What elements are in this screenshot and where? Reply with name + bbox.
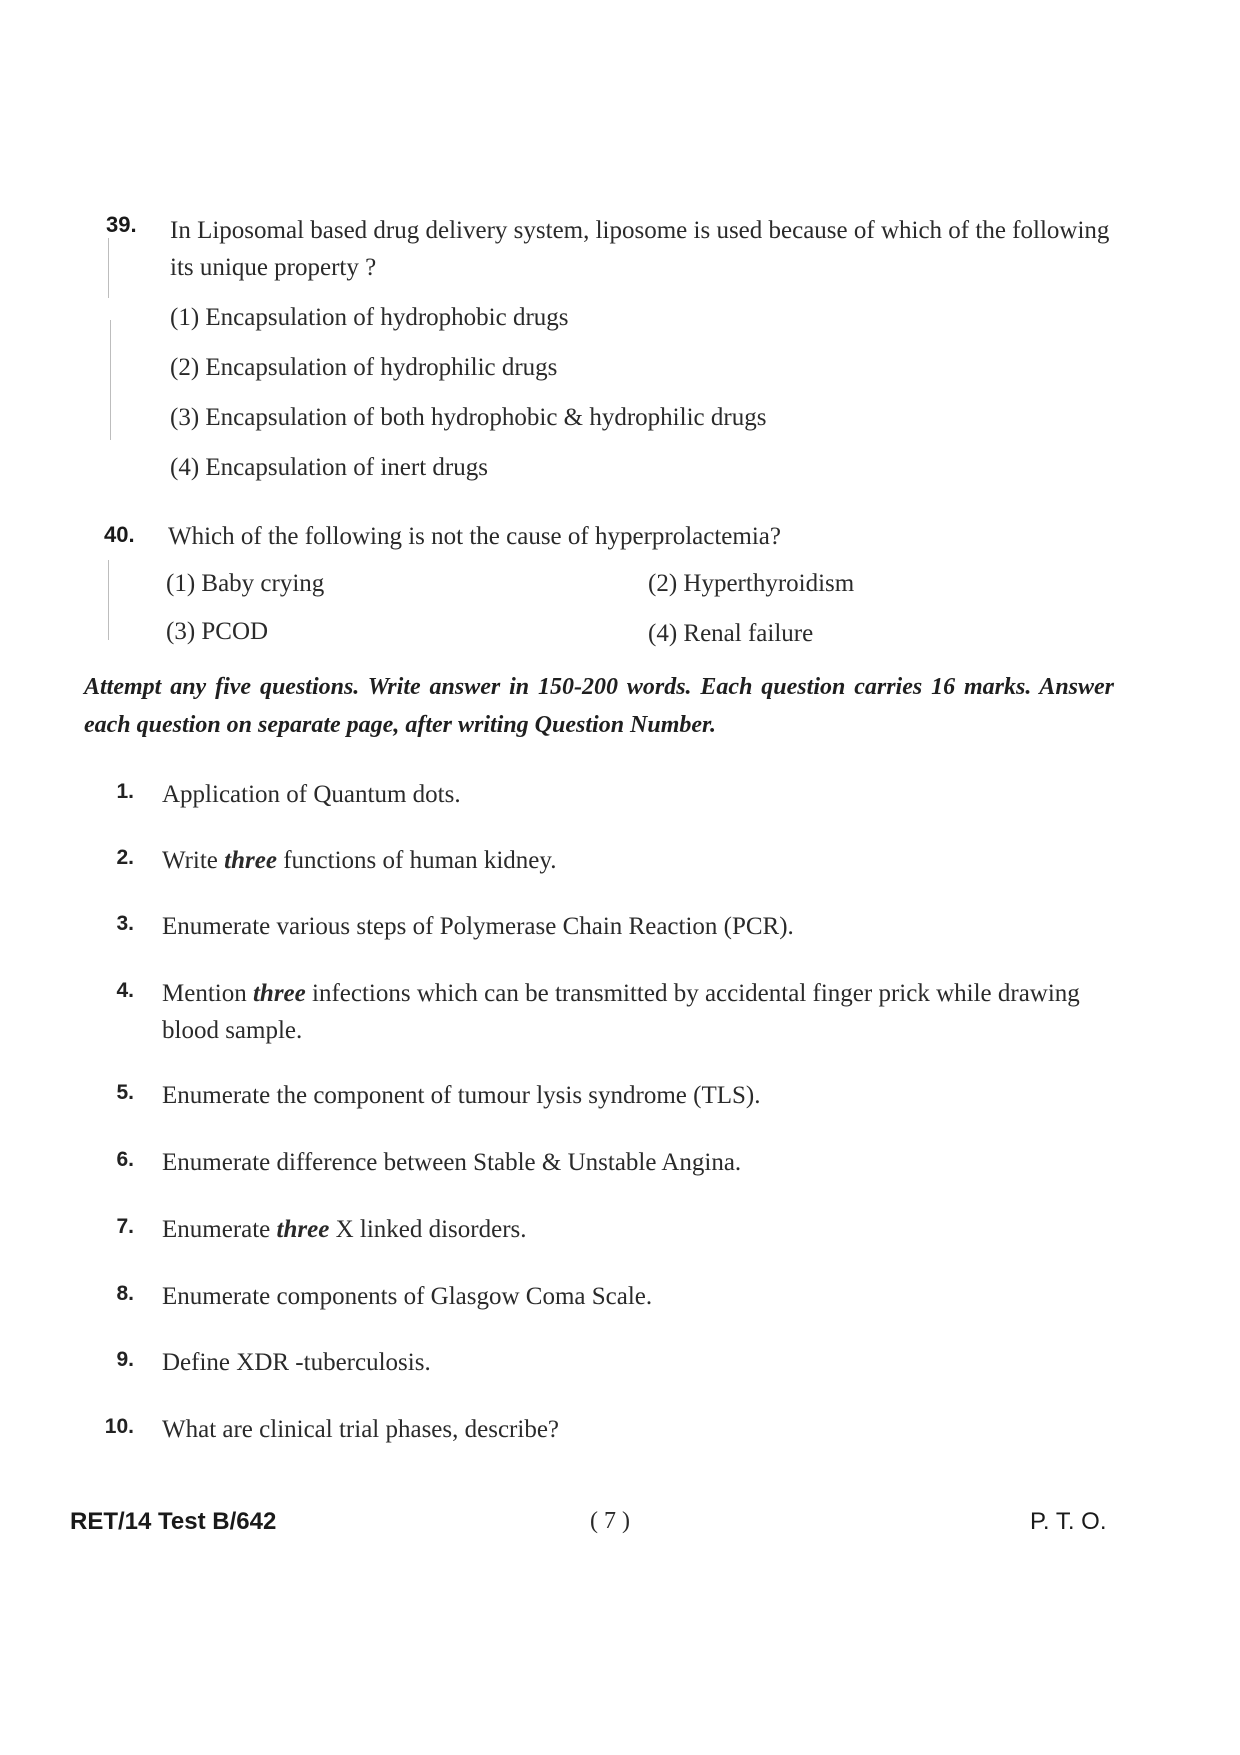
short-question-text [162, 1211, 1102, 1248]
short-question-text [162, 842, 1102, 879]
question-number-40: 40. [104, 522, 135, 547]
short-question-number: 6. [116, 1148, 134, 1171]
short-question-number: 3. [116, 912, 134, 935]
option-39-3: (3) Encapsulation of both hydrophobic & hydrophilic drugs [170, 404, 767, 431]
question-text-39: In Liposomal based drug delivery system, liposome is used because of which of the following its unique property ? [170, 217, 1110, 281]
footer-page-number: ( 7 ) [590, 1508, 630, 1534]
short-question-number: 1. [116, 780, 134, 803]
question-text-part: Mention [162, 980, 253, 1007]
question-text-part: Application of Quantum dots. [162, 781, 461, 808]
short-question-text [162, 1077, 1102, 1114]
option-40-2: (2) Hyperthyroidism [648, 570, 855, 597]
short-question-text [162, 776, 1102, 813]
question-text-part: What are clinical trial phases, describe? [162, 1416, 560, 1443]
question-text-40: Which of the following is not the cause of hyperprolactemia? [168, 523, 781, 550]
question-text-part: Enumerate [162, 1216, 277, 1243]
short-question-number: 9. [116, 1348, 134, 1371]
short-question-number: 10. [104, 1415, 134, 1438]
short-question-text [162, 1344, 1102, 1381]
option-40-1: (1) Baby crying [166, 570, 325, 597]
option-39-2: (2) Encapsulation of hydrophilic drugs [170, 354, 558, 381]
section-instructions: Attempt any five questions. Write answer in 150-200 words. Each question carries 16 marks. Answer each question on separate page, after writing Question Number. [84, 674, 1114, 738]
short-question-text [162, 975, 1102, 1049]
question-text-part: Enumerate various steps of Polymerase Chain Reaction (PCR). [162, 913, 794, 940]
short-question-number: 2. [116, 846, 134, 869]
footer-pto: P. T. O. [1030, 1508, 1107, 1535]
short-question-number: 4. [116, 979, 134, 1002]
question-text-part: X linked disorders. [329, 1216, 527, 1243]
emphasis-text: three [276, 1216, 330, 1243]
question-text-part: Enumerate the component of tumour lysis syndrome (TLS). [162, 1082, 761, 1109]
question-text-part: Enumerate difference between Stable & Unstable Angina. [162, 1149, 742, 1176]
question-text-part: Define XDR -tuberculosis. [162, 1349, 431, 1376]
short-question-text [162, 1144, 1102, 1181]
short-question-number: 8. [116, 1282, 134, 1305]
short-question-number: 7. [116, 1215, 134, 1238]
scan-artifact [110, 320, 111, 440]
option-39-4: (4) Encapsulation of inert drugs [170, 454, 488, 481]
option-40-4: (4) Renal failure [648, 620, 814, 647]
short-question-text [162, 908, 1102, 945]
footer-paper-code: RET/14 Test B/642 [70, 1508, 277, 1535]
question-text-part: Write [162, 847, 225, 874]
scan-artifact [108, 560, 109, 640]
short-question-text [162, 1411, 1102, 1448]
question-text-part: functions of human kidney. [276, 847, 557, 874]
emphasis-text: three [224, 847, 277, 874]
short-question-text [162, 1278, 1102, 1315]
scan-artifact [108, 238, 109, 298]
option-39-1: (1) Encapsulation of hydrophobic drugs [170, 304, 569, 331]
question-number-39: 39. [106, 212, 137, 237]
short-question-number: 5. [116, 1081, 134, 1104]
option-40-3: (3) PCOD [166, 618, 269, 645]
emphasis-text: three [252, 980, 306, 1007]
question-text-part: Enumerate components of Glasgow Coma Scale. [162, 1283, 653, 1310]
question-text-part: infections which can be transmitted by accidental finger prick while drawing blood sample. [162, 980, 1080, 1044]
